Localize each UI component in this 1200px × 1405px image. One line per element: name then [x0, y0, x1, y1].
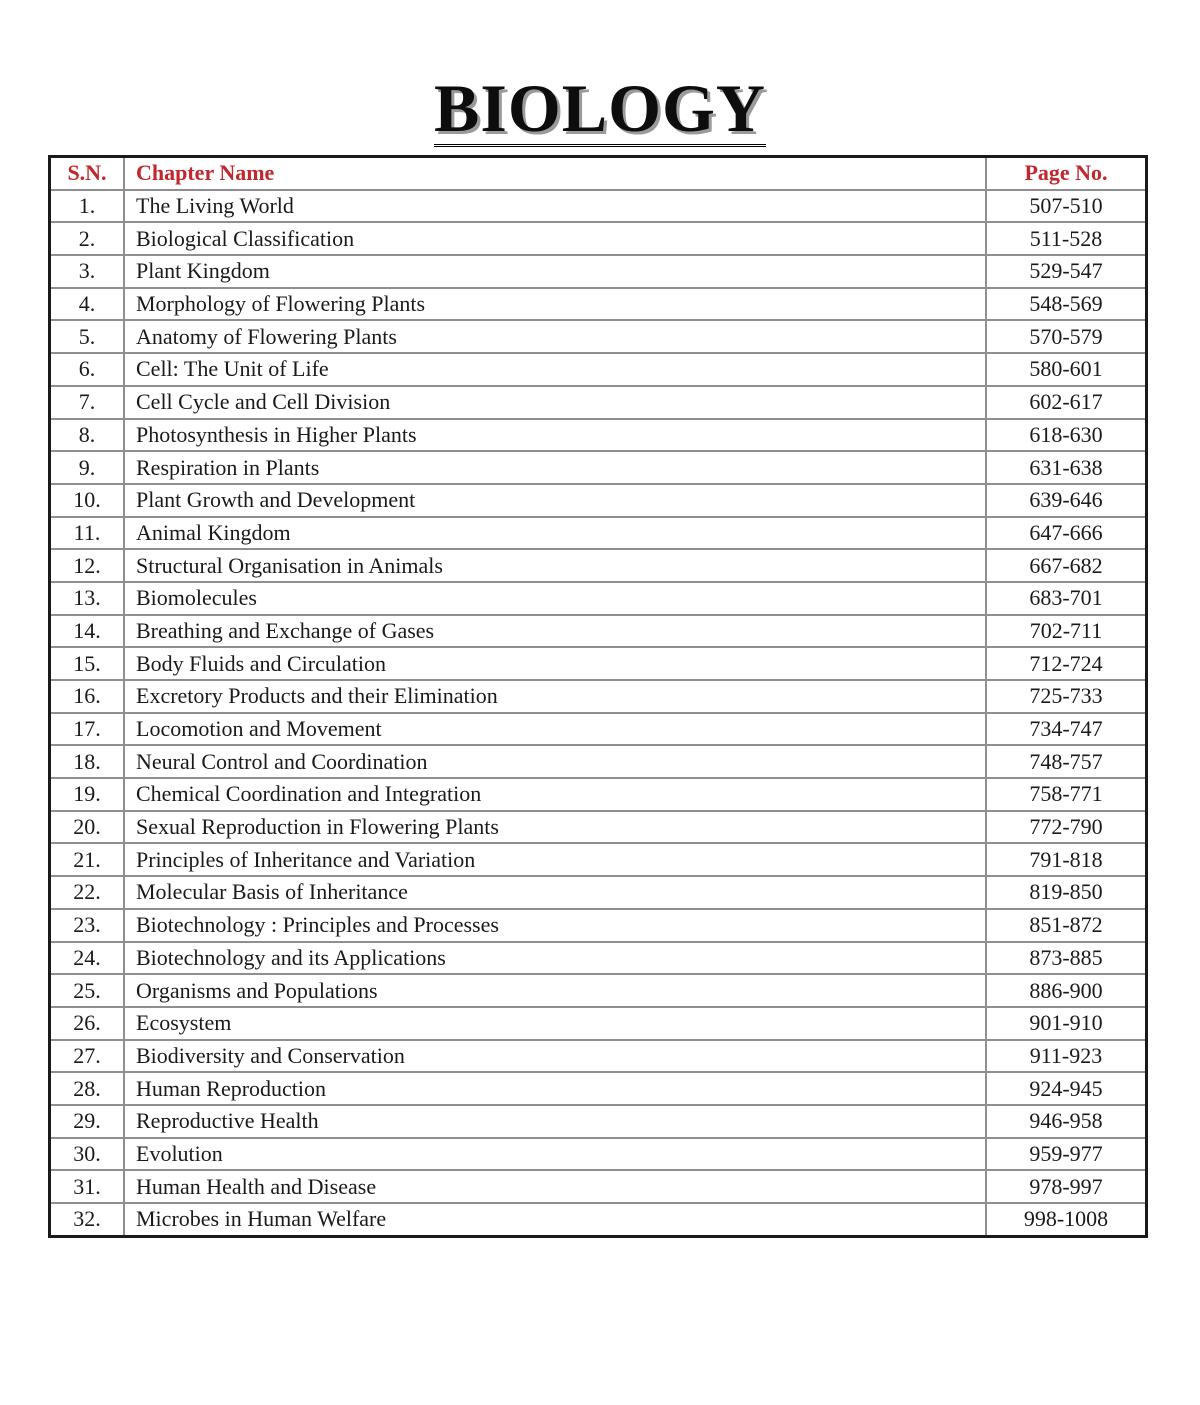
table-row — [50, 484, 1147, 517]
serial-number: 10. — [50, 484, 125, 517]
table-row — [50, 1072, 1147, 1105]
chapter-name: Human Health and Disease — [124, 1170, 986, 1203]
serial-number: 19. — [50, 778, 125, 811]
serial-number: 13. — [50, 582, 125, 615]
chapter-name: Structural Organisation in Animals — [124, 549, 986, 582]
serial-number: 4. — [50, 288, 125, 321]
serial-number: 29. — [50, 1105, 125, 1138]
table-row — [50, 615, 1147, 648]
serial-number: 25. — [50, 974, 125, 1007]
table-row — [50, 942, 1147, 975]
page-range: 631-638 — [986, 451, 1147, 484]
table-row — [50, 843, 1147, 876]
table-row — [50, 778, 1147, 811]
serial-number: 12. — [50, 549, 125, 582]
serial-number: 11. — [50, 517, 125, 550]
page-range: 618-630 — [986, 419, 1147, 452]
serial-number: 27. — [50, 1040, 125, 1073]
table-row — [50, 517, 1147, 550]
chapter-name: Biomolecules — [124, 582, 986, 615]
table-row — [50, 1105, 1147, 1138]
table-header — [50, 157, 1147, 190]
serial-number: 15. — [50, 647, 125, 680]
table-row — [50, 811, 1147, 844]
chapter-name: Biotechnology : Principles and Processes — [124, 909, 986, 942]
table-row — [50, 1203, 1147, 1236]
page-range: 734-747 — [986, 713, 1147, 746]
page-range: 873-885 — [986, 942, 1147, 975]
chapter-name: Reproductive Health — [124, 1105, 986, 1138]
chapter-name: Anatomy of Flowering Plants — [124, 320, 986, 353]
page-range: 507-510 — [986, 190, 1147, 223]
chapter-name: Locomotion and Movement — [124, 713, 986, 746]
page-range: 570-579 — [986, 320, 1147, 353]
table-body — [50, 190, 1147, 1237]
chapter-name: Biodiversity and Conservation — [124, 1040, 986, 1073]
table-row — [50, 1040, 1147, 1073]
table-row — [50, 713, 1147, 746]
serial-number: 6. — [50, 353, 125, 386]
page-range: 529-547 — [986, 255, 1147, 288]
page-range: 511-528 — [986, 222, 1147, 255]
chapter-name: Breathing and Exchange of Gases — [124, 615, 986, 648]
chapter-name: Body Fluids and Circulation — [124, 647, 986, 680]
serial-number: 16. — [50, 680, 125, 713]
table-row — [50, 582, 1147, 615]
table-row — [50, 1007, 1147, 1040]
chapter-table — [48, 155, 1148, 1238]
header-page-no: Page No. — [986, 157, 1147, 190]
page-range: 791-818 — [986, 843, 1147, 876]
serial-number: 1. — [50, 190, 125, 223]
page-range: 851-872 — [986, 909, 1147, 942]
page-range: 548-569 — [986, 288, 1147, 321]
serial-number: 24. — [50, 942, 125, 975]
chapter-name: Morphology of Flowering Plants — [124, 288, 986, 321]
serial-number: 30. — [50, 1138, 125, 1171]
serial-number: 8. — [50, 419, 125, 452]
table-row — [50, 222, 1147, 255]
chapter-name: Microbes in Human Welfare — [124, 1203, 986, 1236]
page-range: 702-711 — [986, 615, 1147, 648]
page-range: 946-958 — [986, 1105, 1147, 1138]
page-range: 580-601 — [986, 353, 1147, 386]
chapter-name: The Living World — [124, 190, 986, 223]
table-row — [50, 909, 1147, 942]
chapter-name: Organisms and Populations — [124, 974, 986, 1007]
chapter-name: Human Reproduction — [124, 1072, 986, 1105]
chapter-name: Photosynthesis in Higher Plants — [124, 419, 986, 452]
page-range: 911-923 — [986, 1040, 1147, 1073]
chapter-name: Plant Kingdom — [124, 255, 986, 288]
table-row — [50, 451, 1147, 484]
serial-number: 28. — [50, 1072, 125, 1105]
page-range: 758-771 — [986, 778, 1147, 811]
chapter-name: Principles of Inheritance and Variation — [124, 843, 986, 876]
serial-number: 9. — [50, 451, 125, 484]
chapter-name: Neural Control and Coordination — [124, 745, 986, 778]
chapter-name: Evolution — [124, 1138, 986, 1171]
serial-number: 32. — [50, 1203, 125, 1236]
table-row — [50, 974, 1147, 1007]
chapter-name: Sexual Reproduction in Flowering Plants — [124, 811, 986, 844]
table-row — [50, 320, 1147, 353]
page-range: 901-910 — [986, 1007, 1147, 1040]
table-row — [50, 680, 1147, 713]
page-range: 712-724 — [986, 647, 1147, 680]
table-row — [50, 419, 1147, 452]
page-range: 602-617 — [986, 386, 1147, 419]
chapter-name: Ecosystem — [124, 1007, 986, 1040]
table-row — [50, 1138, 1147, 1171]
table-row — [50, 353, 1147, 386]
page-range: 725-733 — [986, 680, 1147, 713]
title-container — [0, 70, 1200, 147]
serial-number: 14. — [50, 615, 125, 648]
page-range: 647-666 — [986, 517, 1147, 550]
header-row — [50, 157, 1147, 190]
serial-number: 23. — [50, 909, 125, 942]
table-row — [50, 549, 1147, 582]
page-range: 886-900 — [986, 974, 1147, 1007]
page-range: 683-701 — [986, 582, 1147, 615]
table-row — [50, 288, 1147, 321]
serial-number: 31. — [50, 1170, 125, 1203]
table-row — [50, 745, 1147, 778]
header-sn: S.N. — [50, 157, 125, 190]
chapter-name: Cell: The Unit of Life — [124, 353, 986, 386]
serial-number: 7. — [50, 386, 125, 419]
table-row — [50, 1170, 1147, 1203]
page-range: 639-646 — [986, 484, 1147, 517]
page-range: 819-850 — [986, 876, 1147, 909]
table-row — [50, 647, 1147, 680]
serial-number: 3. — [50, 255, 125, 288]
page-range: 772-790 — [986, 811, 1147, 844]
table-row — [50, 255, 1147, 288]
serial-number: 26. — [50, 1007, 125, 1040]
chapter-name: Plant Growth and Development — [124, 484, 986, 517]
page-range: 959-977 — [986, 1138, 1147, 1171]
table-row — [50, 876, 1147, 909]
chapter-name: Chemical Coordination and Integration — [124, 778, 986, 811]
page-range: 667-682 — [986, 549, 1147, 582]
serial-number: 17. — [50, 713, 125, 746]
page-range: 748-757 — [986, 745, 1147, 778]
table-row — [50, 190, 1147, 223]
page-title: BIOLOGY — [434, 70, 766, 146]
chapter-name: Biotechnology and its Applications — [124, 942, 986, 975]
chapter-name: Animal Kingdom — [124, 517, 986, 550]
table-row — [50, 386, 1147, 419]
serial-number: 18. — [50, 745, 125, 778]
serial-number: 20. — [50, 811, 125, 844]
serial-number: 21. — [50, 843, 125, 876]
serial-number: 5. — [50, 320, 125, 353]
serial-number: 22. — [50, 876, 125, 909]
serial-number: 2. — [50, 222, 125, 255]
chapter-name: Cell Cycle and Cell Division — [124, 386, 986, 419]
chapter-name: Molecular Basis of Inheritance — [124, 876, 986, 909]
chapter-name: Biological Classification — [124, 222, 986, 255]
header-chapter-name: Chapter Name — [124, 157, 986, 190]
page-range: 978-997 — [986, 1170, 1147, 1203]
page-range: 998-1008 — [986, 1203, 1147, 1236]
page-range: 924-945 — [986, 1072, 1147, 1105]
chapter-name: Respiration in Plants — [124, 451, 986, 484]
chapter-name: Excretory Products and their Elimination — [124, 680, 986, 713]
